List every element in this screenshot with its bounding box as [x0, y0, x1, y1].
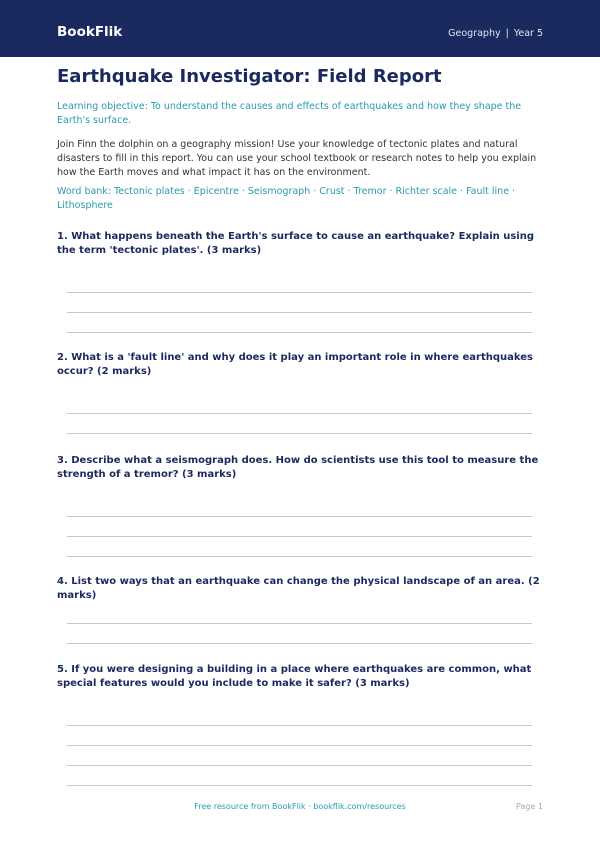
answer-line[interactable] [67, 556, 532, 557]
question-text: 5. If you were designing a building in a place where earthquakes are common, what special features would you include to make it safer? (3 marks) [57, 664, 532, 689]
learning-objective: Learning objective: To understand the causes and effects of earthquakes and how they shape the Earth's surface. [57, 101, 522, 126]
answer-line[interactable] [67, 413, 532, 414]
word-bank: Word bank: Tectonic plates · Epicentre · Seismograph · Crust · Tremor · Richter scale · Fault line · Lithosphere [57, 186, 516, 211]
answer-line[interactable] [67, 623, 532, 624]
intro-paragraph: Join Finn the dolphin on a geography mission! Use your knowledge of tectonic plates and natural disasters to fill in this report. You can use your school textbook or research notes to help you explain how the Earth moves and what impact it has on the environment. [57, 139, 537, 178]
answer-line[interactable] [67, 785, 532, 786]
answer-line[interactable] [67, 312, 532, 313]
page-title: Earthquake Investigator: Field Report [57, 66, 442, 87]
question-2 [57, 351, 547, 379]
meta-divider: | [505, 28, 509, 39]
answer-line[interactable] [67, 516, 532, 517]
footer-credit[interactable]: Free resource from BookFlik · bookflik.com/resources [194, 802, 406, 811]
question-4 [57, 575, 547, 603]
question-text: 3. Describe what a seismograph does. How do scientists use this tool to measure the strength of a tremor? (3 marks) [57, 455, 539, 480]
question-text: 1. What happens beneath the Earth's surface to cause an earthquake? Explain using the term 'tectonic plates'. (3 marks) [57, 231, 534, 256]
brand-logo-text[interactable]: BookFlik [57, 24, 123, 40]
question-text: 4. List two ways that an earthquake can change the physical landscape of an area. (2 marks) [57, 576, 540, 601]
question-text: 2. What is a 'fault line' and why does it play an important role in where earthquakes occur? (2 marks) [57, 352, 534, 377]
question-5 [57, 663, 547, 691]
answer-line[interactable] [67, 332, 532, 333]
subject-label: Geography [448, 28, 501, 39]
answer-line[interactable] [67, 725, 532, 726]
question-3 [57, 454, 547, 482]
answer-line[interactable] [67, 765, 532, 766]
answer-line[interactable] [67, 745, 532, 746]
answer-line[interactable] [67, 536, 532, 537]
header-bar [0, 0, 600, 57]
answer-line[interactable] [67, 643, 532, 644]
answer-line[interactable] [67, 292, 532, 293]
year-label: Year 5 [513, 28, 543, 39]
subject-year-label [448, 28, 543, 39]
page-number: Page 1 [516, 802, 543, 811]
question-1 [57, 230, 547, 258]
answer-line[interactable] [67, 433, 532, 434]
